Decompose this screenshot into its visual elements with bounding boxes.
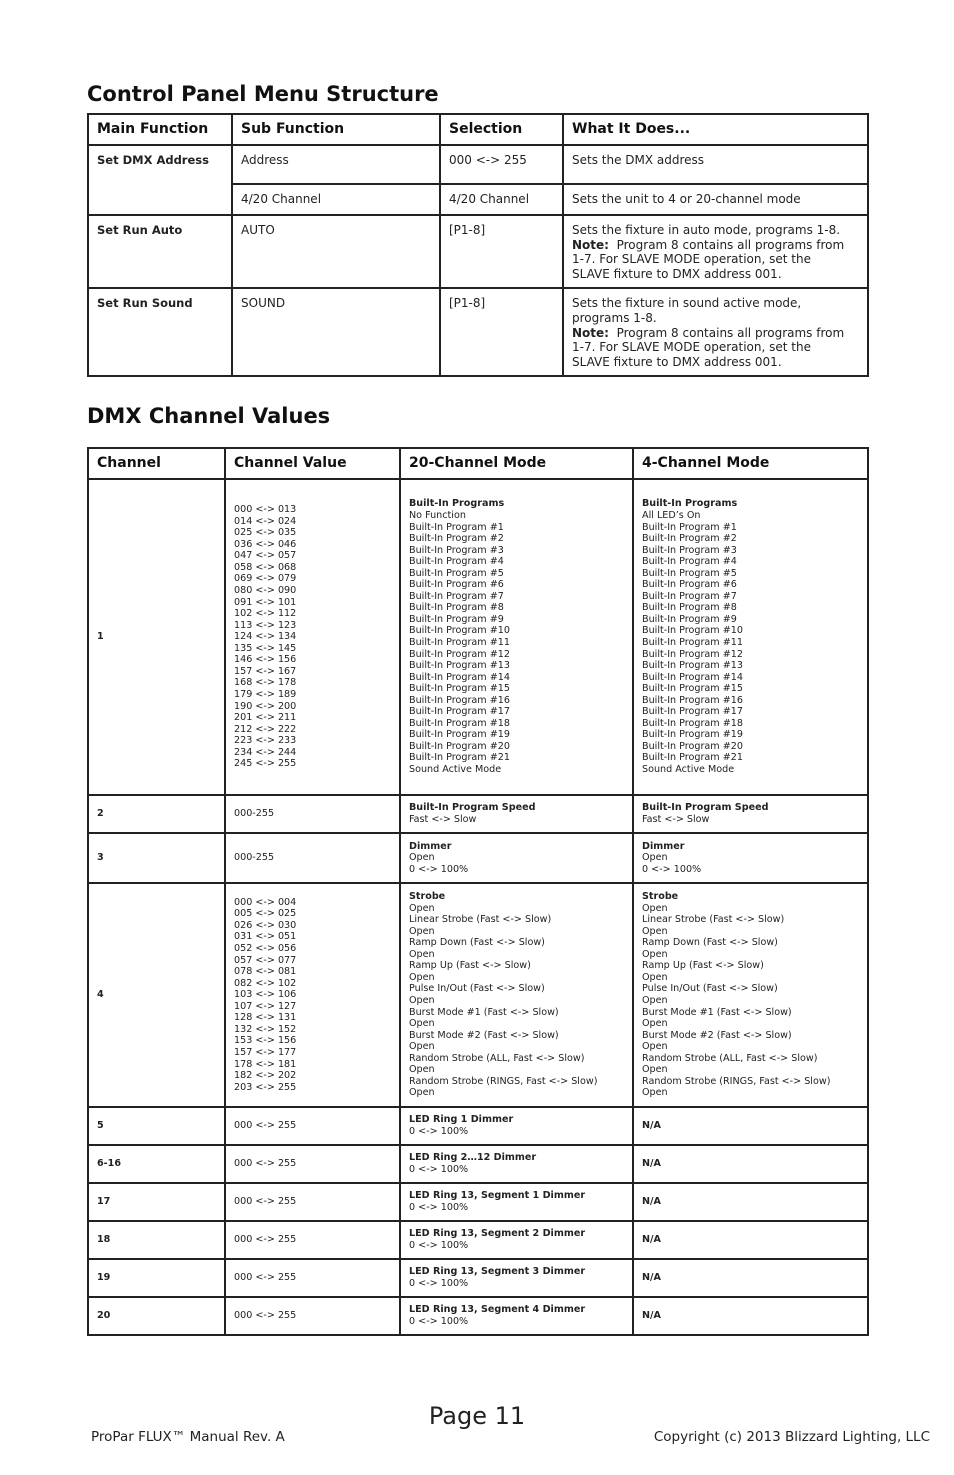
sub-function-cell: Address bbox=[232, 145, 440, 184]
table-row bbox=[88, 833, 868, 883]
function-value: Open bbox=[642, 902, 668, 914]
channel-value: 102 <-> 112 bbox=[234, 608, 297, 620]
channel-value: 168 <-> 178 bbox=[234, 677, 297, 689]
mode-20-cell bbox=[400, 1297, 633, 1335]
mode-4-cell bbox=[633, 1259, 868, 1297]
table-row bbox=[88, 1221, 868, 1259]
function-value: Open bbox=[642, 925, 668, 937]
channel-cell: 6-16 bbox=[88, 1145, 225, 1183]
function-title: LED Ring 13, Segment 2 Dimmer bbox=[409, 1228, 586, 1240]
function-value: Built-In Program #12 bbox=[642, 648, 743, 660]
function-value: Built-In Program #18 bbox=[409, 717, 510, 729]
description-cell bbox=[563, 145, 868, 184]
channel-value: 201 <-> 211 bbox=[234, 712, 297, 724]
description-line: Sets the fixture in auto mode, programs 1-8. bbox=[572, 223, 841, 237]
channel-value: 000 <-> 255 bbox=[234, 1234, 297, 1246]
channel-value: 203 <-> 255 bbox=[234, 1081, 297, 1093]
description-line: Sets the fixture in sound active mode, bbox=[572, 296, 802, 311]
function-value: Built-In Program #6 bbox=[642, 579, 737, 591]
function-value: Built-In Program #4 bbox=[642, 556, 737, 568]
function-value: Pulse In/Out (Fast <-> Slow) bbox=[409, 983, 545, 995]
channel-value: 128 <-> 131 bbox=[234, 1012, 297, 1024]
function-title: LED Ring 13, Segment 1 Dimmer bbox=[409, 1190, 586, 1202]
function-value: Built-In Program #11 bbox=[642, 637, 743, 648]
channel-value: 223 <-> 233 bbox=[234, 735, 297, 747]
channel-value: 000 <-> 004 bbox=[234, 896, 297, 908]
function-value: 0 <-> 100% bbox=[409, 1164, 469, 1175]
function-title: Dimmer bbox=[642, 840, 685, 852]
function-value: Built-In Program #5 bbox=[409, 567, 504, 579]
function-value: All LED’s On bbox=[642, 509, 701, 521]
function-value: Built-In Program #15 bbox=[409, 683, 510, 695]
function-value: Open bbox=[642, 852, 668, 864]
function-value: Built-In Program #9 bbox=[642, 613, 737, 625]
header-20-channel-mode: 20-Channel Mode bbox=[400, 448, 633, 479]
function-value: Open bbox=[409, 1064, 435, 1076]
function-value: Open bbox=[642, 1018, 668, 1030]
channel-cell: 17 bbox=[88, 1183, 225, 1221]
mode-4-cell bbox=[633, 1107, 868, 1145]
function-value: Built-In Program #13 bbox=[642, 660, 743, 672]
function-value: Built-In Program #20 bbox=[409, 740, 510, 752]
function-value: Linear Strobe (Fast <-> Slow) bbox=[409, 914, 552, 926]
note-line: SLAVE fixture to DMX address 001. bbox=[572, 266, 782, 281]
mode-20-cell bbox=[400, 883, 633, 1107]
function-value: Random Strobe (RINGS, Fast <-> Slow) bbox=[642, 1075, 831, 1087]
channel-cell: 5 bbox=[88, 1107, 225, 1145]
channel-value: 124 <-> 134 bbox=[234, 631, 297, 643]
function-value: Random Strobe (ALL, Fast <-> Slow) bbox=[642, 1052, 818, 1064]
function-title: Built-In Program Speed bbox=[409, 802, 536, 814]
function-value: Sound Active Mode bbox=[409, 764, 502, 776]
channel-value-cell bbox=[225, 1221, 400, 1259]
channel-value: 245 <-> 255 bbox=[234, 758, 297, 770]
channel-value: 057 <-> 077 bbox=[234, 954, 297, 966]
channel-cell: 4 bbox=[88, 883, 225, 1107]
function-value: Burst Mode #2 (Fast <-> Slow) bbox=[409, 1029, 559, 1041]
mode-20-cell bbox=[400, 1221, 633, 1259]
mode-20-cell bbox=[400, 1259, 633, 1297]
function-title: LED Ring 2…12 Dimmer bbox=[409, 1152, 537, 1164]
channel-value: 000 <-> 255 bbox=[234, 1272, 297, 1284]
header-4-channel-mode: 4-Channel Mode bbox=[633, 448, 868, 479]
note-line: 1-7. For SLAVE MODE operation, set the bbox=[572, 252, 811, 267]
header-channel-value: Channel Value bbox=[225, 448, 400, 479]
mode-20-cell bbox=[400, 1145, 633, 1183]
description-cell bbox=[563, 184, 868, 215]
channel-value-cell bbox=[225, 1297, 400, 1335]
mode-4-cell bbox=[633, 479, 868, 795]
sub-function-cell: SOUND bbox=[232, 288, 440, 376]
function-value: Built-In Program #17 bbox=[409, 706, 510, 718]
function-value: Built-In Program #21 bbox=[409, 752, 510, 764]
function-title: N/A bbox=[642, 1120, 661, 1132]
channel-value: 052 <-> 056 bbox=[234, 943, 297, 955]
function-value: Open bbox=[642, 948, 668, 960]
function-value: Open bbox=[409, 1041, 435, 1053]
main-function-cell: Set DMX Address bbox=[88, 145, 232, 215]
main-function-cell: Set Run Sound bbox=[88, 288, 232, 376]
function-value: Built-In Program #7 bbox=[409, 590, 504, 602]
note-line: 1-7. For SLAVE MODE operation, set the bbox=[572, 340, 811, 355]
channel-cell: 1 bbox=[88, 479, 225, 795]
function-value: Ramp Up (Fast <-> Slow) bbox=[642, 960, 764, 972]
function-value: Open bbox=[409, 925, 435, 937]
function-value: Built-In Program #2 bbox=[409, 533, 504, 545]
function-value: Open bbox=[642, 1064, 668, 1076]
mode-4-cell bbox=[633, 1297, 868, 1335]
function-value: 0 <-> 100% bbox=[409, 1202, 469, 1213]
function-title: Strobe bbox=[642, 891, 679, 903]
note-text: Program 8 contains all programs from bbox=[616, 237, 845, 252]
channel-value: 000 <-> 255 bbox=[234, 1310, 297, 1322]
mode-4-cell bbox=[633, 833, 868, 883]
sub-function-cell: 4/20 Channel bbox=[232, 184, 440, 215]
function-value: Built-In Program #3 bbox=[409, 544, 504, 556]
table-row bbox=[88, 1183, 868, 1221]
function-value: 0 <-> 100% bbox=[409, 863, 469, 875]
page-number: Page 11 bbox=[428, 1402, 526, 1430]
function-value: Open bbox=[642, 995, 668, 1006]
selection-cell: 4/20 Channel bbox=[440, 184, 563, 215]
function-value: No Function bbox=[409, 509, 466, 521]
channel-value: 082 <-> 102 bbox=[234, 977, 297, 989]
function-title: LED Ring 1 Dimmer bbox=[409, 1114, 514, 1126]
manual-name: ProPar FLUX™ Manual Rev. A bbox=[91, 1429, 285, 1445]
function-value: Built-In Program #20 bbox=[642, 740, 743, 752]
function-value: Built-In Program #19 bbox=[642, 729, 743, 741]
function-value: Ramp Down (Fast <-> Slow) bbox=[409, 937, 545, 949]
function-value: Ramp Up (Fast <-> Slow) bbox=[409, 960, 531, 972]
function-value: 0 <-> 100% bbox=[409, 1240, 469, 1251]
function-value: Open bbox=[409, 971, 435, 983]
function-value: Burst Mode #1 (Fast <-> Slow) bbox=[642, 1006, 792, 1018]
main-function-cell: Set Run Auto bbox=[88, 215, 232, 288]
description-line: programs 1-8. bbox=[572, 310, 657, 325]
channel-value: 005 <-> 025 bbox=[234, 908, 297, 920]
control-panel-table bbox=[87, 113, 869, 377]
table-row bbox=[88, 1145, 868, 1183]
function-title: Built-In Programs bbox=[409, 498, 505, 510]
mode-4-cell bbox=[633, 1221, 868, 1259]
channel-value: 058 <-> 068 bbox=[234, 561, 297, 573]
header-selection: Selection bbox=[440, 114, 563, 145]
copyright: Copyright (c) 2013 Blizzard Lighting, LLC bbox=[653, 1429, 930, 1445]
table-row bbox=[88, 479, 868, 795]
function-value: Built-In Program #4 bbox=[409, 556, 504, 568]
description-cell bbox=[563, 215, 868, 288]
channel-value: 157 <-> 177 bbox=[234, 1046, 297, 1058]
channel-value-cell bbox=[225, 479, 400, 795]
description-line: Sets the DMX address bbox=[572, 153, 705, 167]
note-line bbox=[572, 238, 859, 253]
table-row bbox=[88, 1297, 868, 1335]
channel-value: 234 <-> 244 bbox=[234, 746, 297, 758]
function-title: N/A bbox=[642, 1272, 661, 1284]
note-label: Note: bbox=[572, 325, 609, 340]
function-value: Fast <-> Slow bbox=[409, 814, 477, 825]
channel-value: 107 <-> 127 bbox=[234, 1000, 297, 1012]
mode-20-cell bbox=[400, 795, 633, 833]
channel-value: 080 <-> 090 bbox=[234, 585, 297, 597]
header-main-function: Main Function bbox=[88, 114, 232, 145]
function-title: LED Ring 13, Segment 3 Dimmer bbox=[409, 1266, 586, 1278]
function-value: Built-In Program #11 bbox=[409, 637, 510, 648]
channel-value: 103 <-> 106 bbox=[234, 989, 297, 1001]
channel-value-cell bbox=[225, 833, 400, 883]
function-value: Built-In Program #12 bbox=[409, 648, 510, 660]
function-title: N/A bbox=[642, 1158, 661, 1170]
dmx-values-table bbox=[87, 447, 869, 1336]
selection-cell: [P1-8] bbox=[440, 288, 563, 376]
channel-value: 047 <-> 057 bbox=[234, 550, 297, 562]
mode-4-cell bbox=[633, 795, 868, 833]
function-value: Random Strobe (ALL, Fast <-> Slow) bbox=[409, 1052, 585, 1064]
mode-20-cell bbox=[400, 1107, 633, 1145]
function-value: 0 <-> 100% bbox=[409, 1126, 469, 1137]
channel-value: 153 <-> 156 bbox=[234, 1035, 297, 1047]
channel-value: 157 <-> 167 bbox=[234, 665, 297, 677]
function-value: Built-In Program #14 bbox=[642, 671, 743, 683]
channel-value: 113 <-> 123 bbox=[234, 619, 297, 631]
function-value: Built-In Program #10 bbox=[642, 625, 743, 637]
channel-value: 190 <-> 200 bbox=[234, 700, 297, 712]
table-row bbox=[88, 795, 868, 833]
channel-value-cell bbox=[225, 1145, 400, 1183]
channel-value: 036 <-> 046 bbox=[234, 538, 297, 550]
function-value: Built-In Program #18 bbox=[642, 717, 743, 729]
function-value: Random Strobe (RINGS, Fast <-> Slow) bbox=[409, 1075, 598, 1087]
control-panel-title: Control Panel Menu Structure bbox=[87, 82, 439, 106]
channel-value: 026 <-> 030 bbox=[234, 919, 297, 931]
function-value: Built-In Program #16 bbox=[642, 694, 743, 706]
channel-value-cell bbox=[225, 1183, 400, 1221]
function-value: Linear Strobe (Fast <-> Slow) bbox=[642, 914, 785, 926]
channel-value: 091 <-> 101 bbox=[234, 596, 297, 608]
function-title: N/A bbox=[642, 1310, 661, 1322]
channel-cell: 19 bbox=[88, 1259, 225, 1297]
channel-cell: 18 bbox=[88, 1221, 225, 1259]
description-cell bbox=[563, 288, 868, 376]
function-value: Built-In Program #21 bbox=[642, 752, 743, 764]
function-value: Open bbox=[642, 971, 668, 983]
table-header-row bbox=[88, 448, 868, 479]
function-value: Open bbox=[409, 902, 435, 914]
function-value: Pulse In/Out (Fast <-> Slow) bbox=[642, 983, 778, 995]
function-value: Open bbox=[642, 1041, 668, 1053]
mode-20-cell bbox=[400, 833, 633, 883]
function-value: Built-In Program #8 bbox=[409, 602, 504, 614]
mode-20-cell bbox=[400, 1183, 633, 1221]
selection-cell: 000 <-> 255 bbox=[440, 145, 563, 184]
channel-cell: 3 bbox=[88, 833, 225, 883]
channel-value: 069 <-> 079 bbox=[234, 573, 297, 585]
function-value: Built-In Program #13 bbox=[409, 660, 510, 672]
function-value: Built-In Program #1 bbox=[409, 521, 504, 533]
description-line: Sets the unit to 4 or 20-channel mode bbox=[572, 192, 801, 206]
function-value: 0 <-> 100% bbox=[409, 1278, 469, 1289]
channel-value: 031 <-> 051 bbox=[234, 931, 297, 943]
function-value: Open bbox=[409, 948, 435, 960]
function-value: Built-In Program #8 bbox=[642, 602, 737, 614]
table-row bbox=[88, 883, 868, 1107]
channel-value: 000-255 bbox=[234, 808, 275, 820]
function-title: N/A bbox=[642, 1234, 661, 1246]
channel-value: 000 <-> 255 bbox=[234, 1196, 297, 1208]
function-value: Built-In Program #19 bbox=[409, 729, 510, 741]
function-value: Burst Mode #1 (Fast <-> Slow) bbox=[409, 1006, 559, 1018]
function-title: Built-In Programs bbox=[642, 498, 738, 510]
function-value: Open bbox=[409, 995, 435, 1006]
function-title: Built-In Program Speed bbox=[642, 802, 769, 814]
function-value: 0 <-> 100% bbox=[409, 1316, 469, 1327]
channel-cell: 2 bbox=[88, 795, 225, 833]
function-value: Built-In Program #5 bbox=[642, 567, 737, 579]
function-value: Built-In Program #15 bbox=[642, 683, 743, 695]
function-value: Built-In Program #14 bbox=[409, 671, 510, 683]
function-value: Built-In Program #17 bbox=[642, 706, 743, 718]
function-value: Open bbox=[409, 852, 435, 864]
table-row bbox=[88, 215, 868, 288]
channel-value: 014 <-> 024 bbox=[234, 515, 297, 527]
channel-value: 000 <-> 255 bbox=[234, 1158, 297, 1170]
table-header-row bbox=[88, 114, 868, 145]
function-title: Dimmer bbox=[409, 840, 452, 852]
function-value: Open bbox=[642, 1087, 668, 1099]
channel-value: 000 <-> 255 bbox=[234, 1120, 297, 1132]
mode-20-cell bbox=[400, 479, 633, 795]
function-value: Fast <-> Slow bbox=[642, 814, 710, 825]
function-value: Built-In Program #10 bbox=[409, 625, 510, 637]
function-value: Built-In Program #9 bbox=[409, 613, 504, 625]
channel-value: 212 <-> 222 bbox=[234, 723, 297, 735]
header-channel: Channel bbox=[88, 448, 225, 479]
note-line: SLAVE fixture to DMX address 001. bbox=[572, 354, 782, 369]
function-value: Burst Mode #2 (Fast <-> Slow) bbox=[642, 1029, 792, 1041]
function-title: Strobe bbox=[409, 891, 446, 903]
function-value: 0 <-> 100% bbox=[642, 863, 702, 875]
table-row bbox=[88, 288, 868, 376]
note-text: Program 8 contains all programs from bbox=[616, 325, 845, 340]
table-row bbox=[88, 145, 868, 184]
header-sub-function: Sub Function bbox=[232, 114, 440, 145]
table-row bbox=[88, 1259, 868, 1297]
function-value: Built-In Program #16 bbox=[409, 694, 510, 706]
dmx-values-title: DMX Channel Values bbox=[87, 404, 331, 428]
selection-cell: [P1-8] bbox=[440, 215, 563, 288]
channel-value: 078 <-> 081 bbox=[234, 966, 297, 978]
function-value: Open bbox=[409, 1018, 435, 1030]
function-value: Ramp Down (Fast <-> Slow) bbox=[642, 937, 778, 949]
function-title: LED Ring 13, Segment 4 Dimmer bbox=[409, 1304, 586, 1316]
channel-cell: 20 bbox=[88, 1297, 225, 1335]
function-value: Built-In Program #1 bbox=[642, 521, 737, 533]
channel-value-cell bbox=[225, 1107, 400, 1145]
channel-value: 146 <-> 156 bbox=[234, 654, 297, 666]
note-label: Note: bbox=[572, 237, 609, 252]
function-value: Open bbox=[409, 1087, 435, 1099]
channel-value: 000 <-> 013 bbox=[234, 504, 297, 516]
channel-value: 178 <-> 181 bbox=[234, 1058, 297, 1070]
table-row bbox=[88, 1107, 868, 1145]
header-what-it-does: What It Does... bbox=[563, 114, 868, 145]
function-value: Built-In Program #6 bbox=[409, 579, 504, 591]
function-value: Sound Active Mode bbox=[642, 764, 735, 776]
sub-function-cell: AUTO bbox=[232, 215, 440, 288]
channel-value: 135 <-> 145 bbox=[234, 642, 297, 654]
channel-value: 025 <-> 035 bbox=[234, 527, 297, 539]
function-title: N/A bbox=[642, 1196, 661, 1208]
channel-value-cell bbox=[225, 1259, 400, 1297]
function-value: Built-In Program #3 bbox=[642, 544, 737, 556]
channel-value: 182 <-> 202 bbox=[234, 1070, 297, 1082]
mode-4-cell bbox=[633, 1145, 868, 1183]
channel-value-cell bbox=[225, 883, 400, 1107]
mode-4-cell bbox=[633, 1183, 868, 1221]
channel-value-cell bbox=[225, 795, 400, 833]
note-line bbox=[572, 326, 859, 341]
channel-value: 132 <-> 152 bbox=[234, 1023, 297, 1035]
channel-value: 000-255 bbox=[234, 852, 275, 864]
function-value: Built-In Program #2 bbox=[642, 533, 737, 545]
mode-4-cell bbox=[633, 883, 868, 1107]
function-value: Built-In Program #7 bbox=[642, 590, 737, 602]
channel-value: 179 <-> 189 bbox=[234, 688, 297, 700]
